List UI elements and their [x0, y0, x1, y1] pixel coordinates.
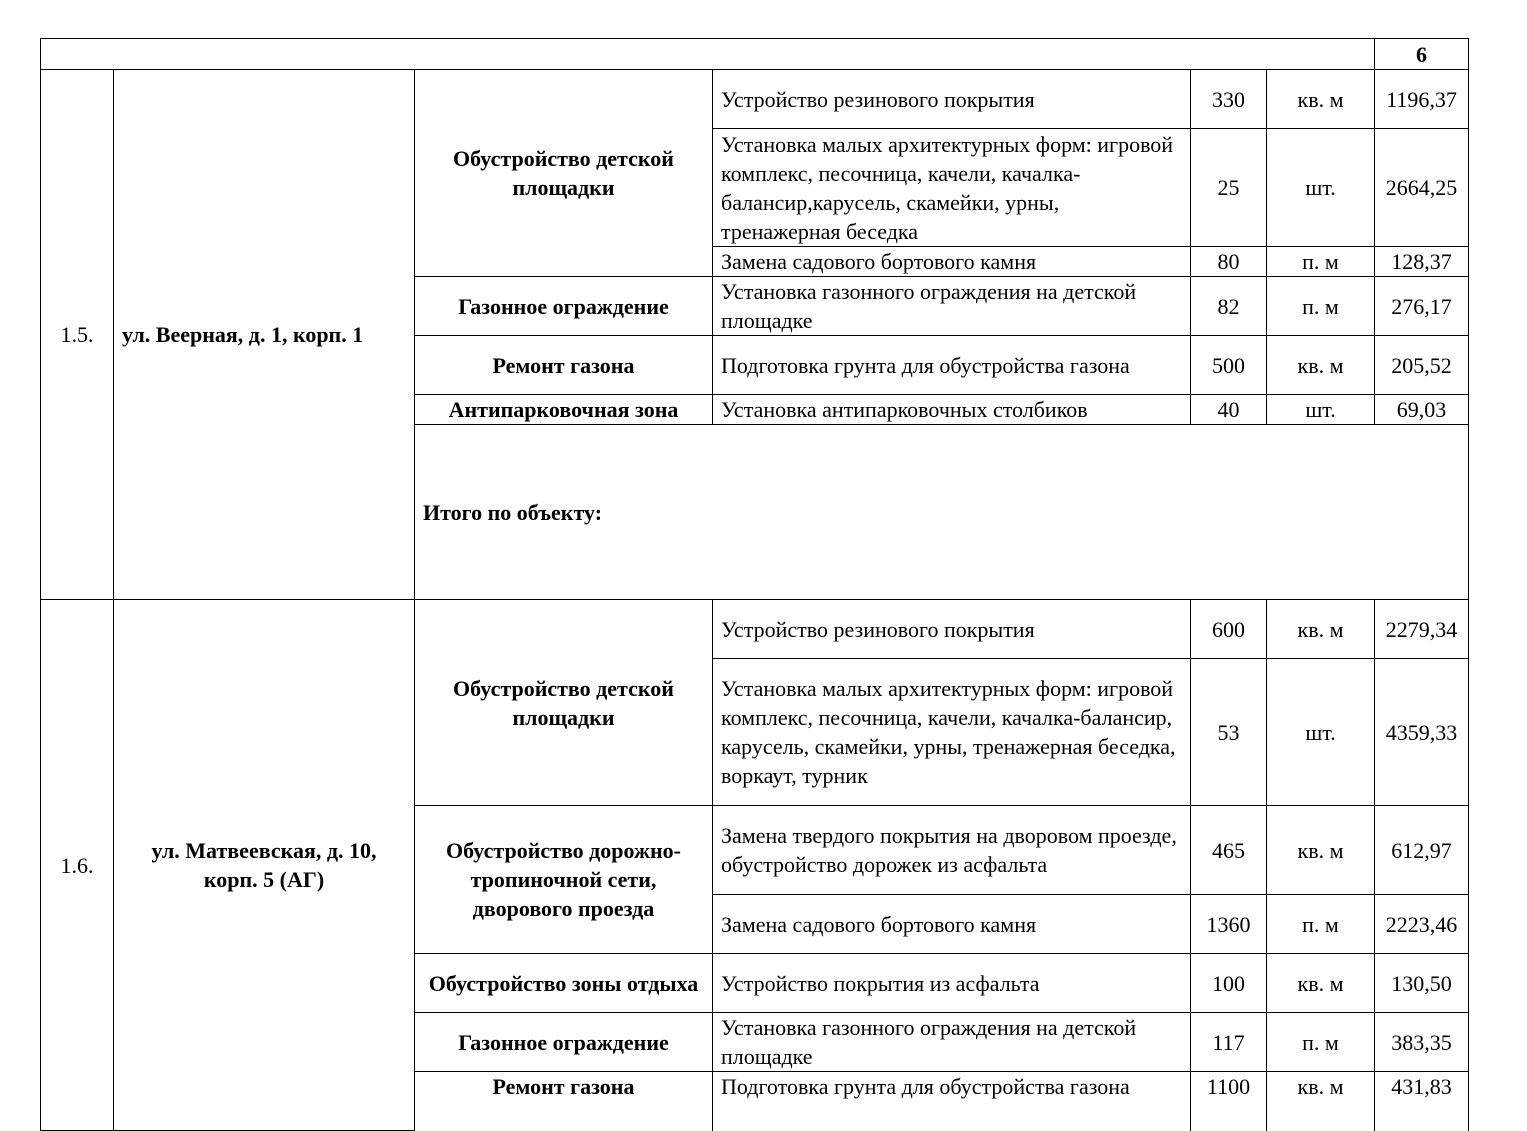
works-table: [40, 38, 1469, 1131]
work-description-line: обустройство дорожек из асфальта: [721, 852, 1048, 877]
work-description: Устройство покрытия из асфальта: [713, 954, 1191, 1013]
work-category: Обустройство дорожно-тропиночной сети, дворового проезда: [415, 806, 713, 954]
work-quantity: 117: [1191, 1013, 1267, 1072]
work-quantity: 25: [1191, 129, 1267, 247]
total-label: Итого по объекту:: [415, 425, 1469, 600]
work-category: Ремонт газона: [415, 336, 713, 395]
work-unit: шт.: [1267, 395, 1375, 425]
work-quantity: 53: [1191, 659, 1267, 806]
work-quantity: 330: [1191, 70, 1267, 129]
work-category: Обустройство зоны отдыха: [415, 954, 713, 1013]
work-cost: 276,17: [1375, 277, 1469, 336]
work-category: Ремонт газона: [415, 1072, 713, 1131]
work-description: Установка газонного ограждения на детской площадке: [713, 1013, 1191, 1072]
work-description: Подготовка грунта для обустройства газона: [713, 336, 1191, 395]
work-unit: кв. м: [1267, 600, 1375, 659]
work-cost: 2279,34: [1375, 600, 1469, 659]
work-description: Устройство резинового покрытия: [713, 70, 1191, 129]
object-address: ул. Матвеевская, д. 10, корп. 5 (АГ): [114, 600, 415, 1131]
work-description: Установка антипарковочных столбиков: [713, 395, 1191, 425]
work-description: Установка малых архитектурных форм: игровой комплекс, песочница, качели, качалка-балансир, карусель, скамейки, урны, тренажерная беседка, воркаут, турник: [713, 659, 1191, 806]
work-unit: п. м: [1267, 895, 1375, 954]
work-quantity: 1360: [1191, 895, 1267, 954]
work-unit: кв. м: [1267, 70, 1375, 129]
header-empty-cell: [41, 39, 1375, 70]
work-description: Замена садового бортового камня: [713, 247, 1191, 277]
work-quantity: 82: [1191, 277, 1267, 336]
work-unit: шт.: [1267, 659, 1375, 806]
work-cost: 4359,33: [1375, 659, 1469, 806]
work-cost: 205,52: [1375, 336, 1469, 395]
work-category: Антипарковочная зона: [415, 395, 713, 425]
table-row: [41, 70, 1469, 129]
work-cost: 383,35: [1375, 1013, 1469, 1072]
work-cost: 2664,25: [1375, 129, 1469, 247]
work-quantity: 100: [1191, 954, 1267, 1013]
work-description: Установка газонного ограждения на детской площадке: [713, 277, 1191, 336]
work-quantity: 600: [1191, 600, 1267, 659]
work-category: Обустройство детской площадки: [415, 600, 713, 806]
work-cost: 2223,46: [1375, 895, 1469, 954]
work-unit: п. м: [1267, 277, 1375, 336]
work-cost: 612,97: [1375, 806, 1469, 895]
page-number: 6: [1375, 39, 1469, 70]
work-quantity: 1100: [1191, 1072, 1267, 1131]
work-description: [713, 806, 1191, 895]
table-row: [41, 600, 1469, 659]
document-page: [40, 38, 1470, 1131]
page-number-row: [41, 39, 1469, 70]
work-quantity: 465: [1191, 806, 1267, 895]
work-category: Газонное ограждение: [415, 1013, 713, 1072]
object-number: 1.6.: [41, 600, 114, 1131]
work-description: Устройство резинового покрытия: [713, 600, 1191, 659]
work-unit: п. м: [1267, 247, 1375, 277]
work-cost: 1196,37: [1375, 70, 1469, 129]
work-unit: п. м: [1267, 1013, 1375, 1072]
work-quantity: 40: [1191, 395, 1267, 425]
work-cost: 69,03: [1375, 395, 1469, 425]
work-unit: кв. м: [1267, 954, 1375, 1013]
work-quantity: 80: [1191, 247, 1267, 277]
work-unit: кв. м: [1267, 1072, 1375, 1131]
work-unit: кв. м: [1267, 336, 1375, 395]
work-description-line: Замена твердого покрытия на дворовом проезде,: [721, 823, 1177, 848]
work-cost: 128,37: [1375, 247, 1469, 277]
work-description: Установка малых архитектурных форм: игровой комплекс, песочница, качели, качалка-балансир,карусель, скамейки, урны, тренажерная беседка: [713, 129, 1191, 247]
work-description: Подготовка грунта для обустройства газона: [713, 1072, 1191, 1131]
work-category: Газонное ограждение: [415, 277, 713, 336]
work-cost: 431,83: [1375, 1072, 1469, 1131]
work-cost: 130,50: [1375, 954, 1469, 1013]
work-quantity: 500: [1191, 336, 1267, 395]
work-unit: кв. м: [1267, 806, 1375, 895]
work-description: Замена садового бортового камня: [713, 895, 1191, 954]
work-unit: шт.: [1267, 129, 1375, 247]
object-number: 1.5.: [41, 70, 114, 600]
work-category: Обустройство детской площадки: [415, 70, 713, 277]
object-address: ул. Веерная, д. 1, корп. 1: [114, 70, 415, 600]
